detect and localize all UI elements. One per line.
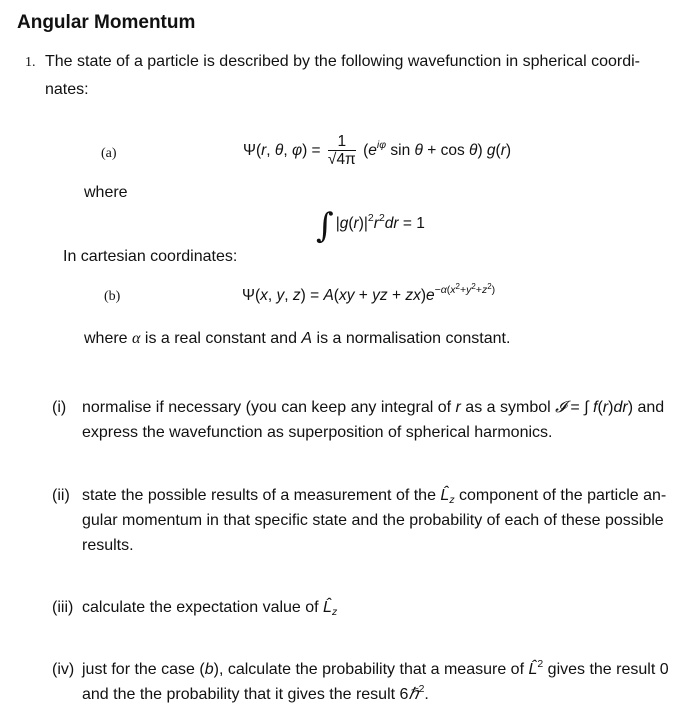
question-iv-line2: and the the probability that it gives the result 6ℏ$^2$.	[82, 683, 429, 703]
part-a-label: (a)	[101, 146, 117, 161]
part-b-equation: Ψ(x, y, z) = A(xy + yz + $zx)e^{-\alpha(x^2+y^2+z^2)}$	[242, 282, 496, 304]
problem-number: 1.	[25, 55, 36, 70]
part-b-label: (b)	[104, 289, 121, 304]
problem-intro-line2: nates:	[45, 81, 89, 98]
question-ii-label: (ii)	[52, 487, 70, 504]
question-ii-line1: state the possible results of a measurement of the $L̂_z$ component of the particle an-	[82, 487, 667, 506]
question-iv-line1: just for the case (b), calculate the probability that a measure of L̂$^2$ gives the result 0	[82, 658, 669, 678]
question-iii-label: (iii)	[52, 599, 74, 616]
part-a-equation: Ψ(r, θ, φ) = $\frac{1}{√4\pi}$ ($e^{i\varphi}$ sin θ + cos θ) g(r)	[243, 133, 512, 168]
normalization-equation: ∫ $|g(r)|^2r^2dr = 1$	[316, 206, 425, 246]
question-ii-line3: results.	[82, 537, 134, 554]
integral-symbol: ∫	[316, 206, 334, 246]
where-alpha-text: where α is a real constant and A is a normalisation constant.	[84, 330, 511, 347]
question-i-label: (i)	[52, 399, 67, 416]
sqrt-symbol: √	[327, 151, 337, 168]
question-iv-label: (iv)	[52, 661, 75, 678]
question-ii-line2: gular momentum in that specific state and the probability of each of these possible	[82, 512, 664, 529]
question-i-line1: normalise if necessary (you can keep any integral of r as a symbol 𝓘 = ∫ f(r)dr) and	[82, 399, 665, 416]
question-iii-line1: calculate the expectation value of $L̂_z$	[82, 599, 338, 618]
problem-intro-line1: The state of a particle is described by the following wavefunction in spherical coordi-	[45, 53, 640, 70]
question-i-line2: express the wavefunction as superposition of spherical harmonics.	[82, 424, 553, 441]
page-title: Angular Momentum	[17, 12, 196, 33]
fraction-denominator: 4π	[336, 151, 356, 168]
fraction-numerator: 1	[328, 133, 356, 151]
cartesian-label: In cartesian coordinates:	[63, 248, 238, 265]
where-label: where	[84, 184, 128, 201]
fraction	[328, 133, 356, 169]
